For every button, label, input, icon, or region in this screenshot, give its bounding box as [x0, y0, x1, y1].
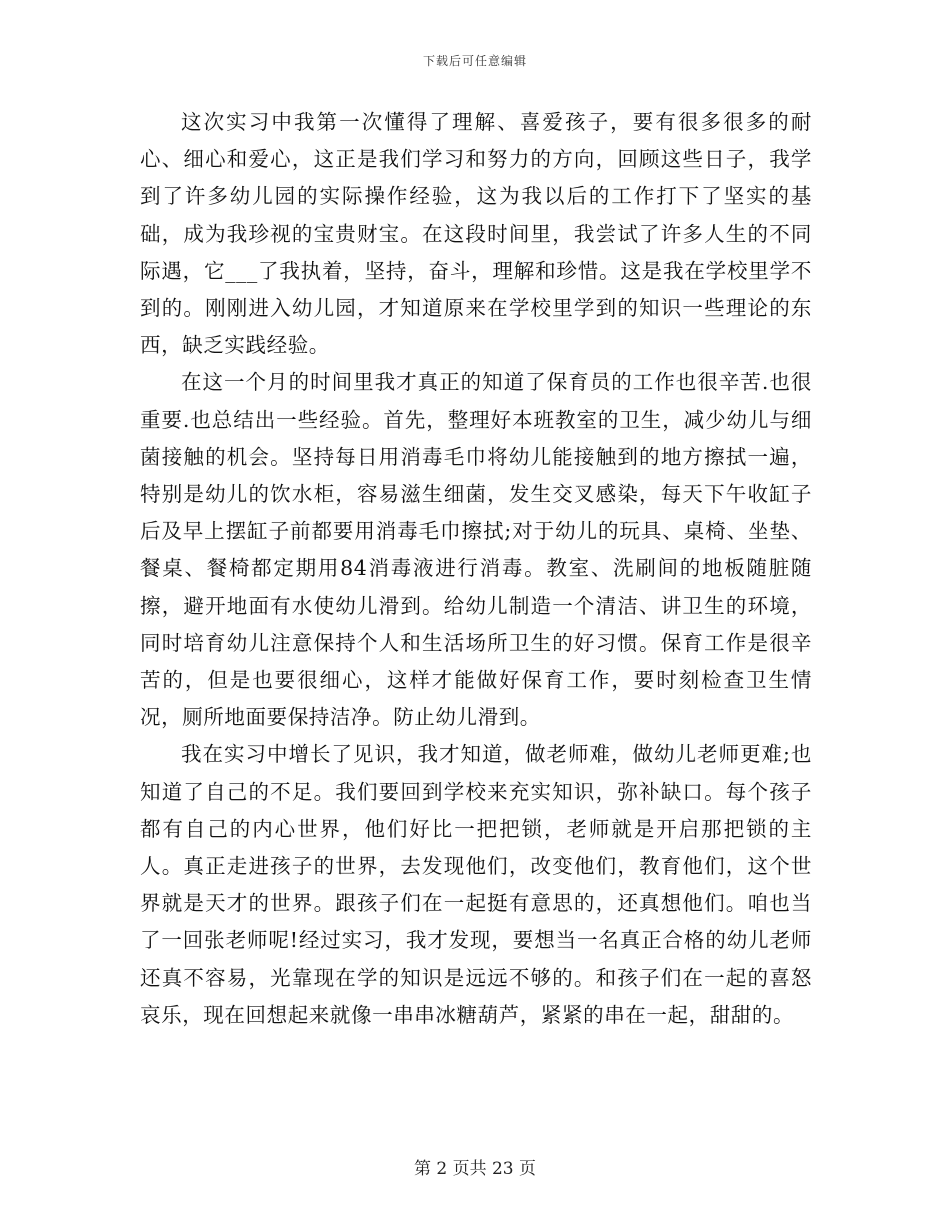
page-footer: 第 2 页共 23 页 — [413, 1159, 537, 1179]
paragraph-1: 这次实习中我第一次懂得了理解、喜爱孩子，要有很多很多的耐心、细心和爱心，这正是我们学习和努力的方向，回顾这些日子，我学到了许多幼儿园的实际操作经验，这为我以后的工作打下了坚实的基础，成为我珍视的宝贵财宝。在这段时间里，我尝试了许多人生的不同际遇，它___了我执着，坚持，奋斗，理解和珍惜。这是我在学校里学不到的。刚刚进入幼儿园，才知道原来在学校里学到的知识一些理论的东西，缺乏实践经验。 — [140, 110, 812, 358]
document-body — [140, 104, 812, 1034]
paragraph-3: 我在实习中增长了见识，我才知道，做老师难，做幼儿老师更难;也知道了自己的不足。我们要回到学校来充实知识，弥补缺口。每个孩子都有自己的内心世界，他们好比一把把锁，老师就是开启那把锁的主人。真正走进孩子的世界，去发现他们，改变他们，教育他们，这个世界就是天才的世界。跟孩子们在一起挺有意思的，还真想他们。咱也当了一回张老师呢!经过实习，我才发现，要想当一名真正合格的幼儿老师还真不容易，光靠现在学的知识是远远不够的。和孩子们在一起的喜怒哀乐，现在回想起来就像一串串冰糖葫芦，紧紧的串在一起，甜甜的。 — [140, 742, 812, 1027]
paragraph-2: 在这一个月的时间里我才真正的知道了保育员的工作也很辛苦.也很重要.也总结出一些经验。首先，整理好本班教室的卫生，减少幼儿与细菌接触的机会。坚持每日用消毒毛巾将幼儿能接触到的地方擦拭一遍，特别是幼儿的饮水柜，容易滋生细菌，发生交叉感染，每天下午收缸子后及早上摆缸子前都要用消毒毛巾擦拭;对于幼儿的玩具、桌椅、坐垫、餐桌、餐椅都定期用84消毒液进行消毒。教室、洗刷间的地板随脏随擦，避开地面有水使幼儿滑到。给幼儿制造一个清洁、讲卫生的环境，同时培育幼儿注意保持个人和生活场所卫生的好习惯。保育工作是很辛苦的，但是也要很细心，这样才能做好保育工作，要时刻检查卫生情况，厕所地面要保持洁净。防止幼儿滑到。 — [140, 370, 812, 730]
page-header: 下载后可任意编辑 — [422, 54, 527, 68]
